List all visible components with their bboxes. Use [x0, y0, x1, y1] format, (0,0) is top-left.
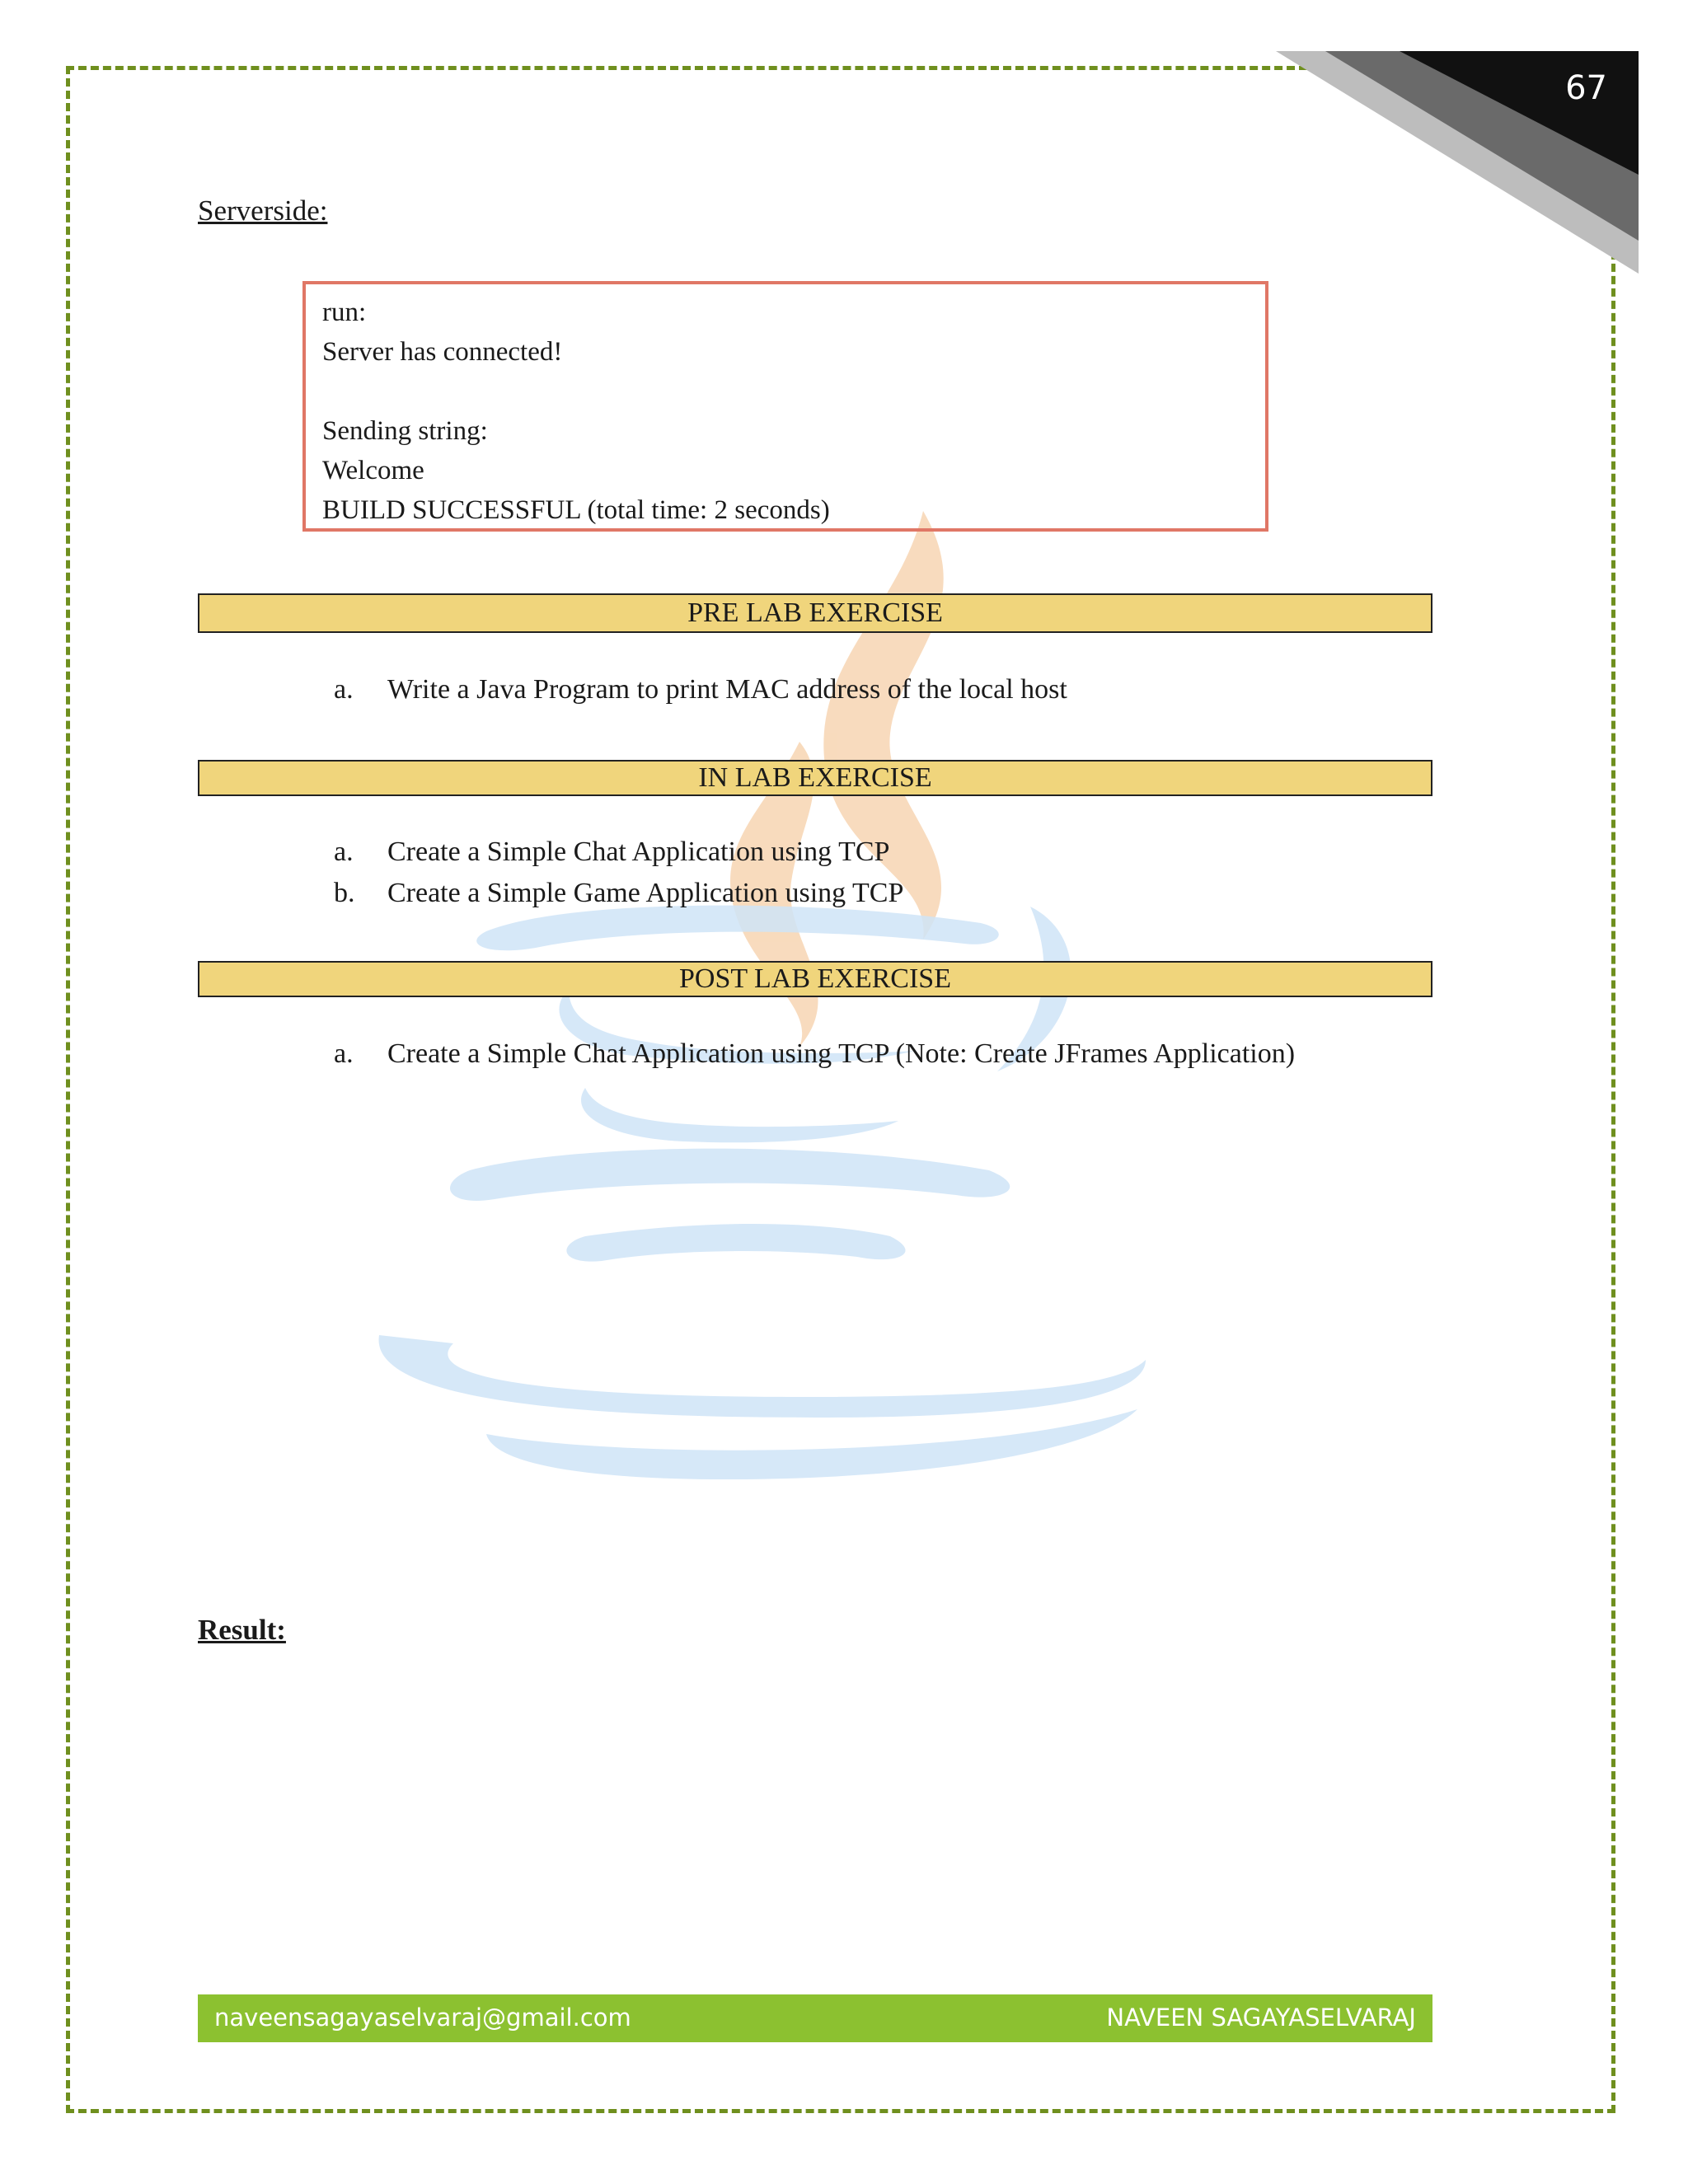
- result-heading: Result:: [198, 1614, 286, 1646]
- pre-lab-header: PRE LAB EXERCISE: [198, 593, 1432, 633]
- item-label: b.: [334, 878, 355, 908]
- item-text: Create a Simple Chat Application using TCP (Note: Create JFrames Application): [387, 1038, 1296, 1069]
- item-text: Create a Simple Chat Application using TCP: [387, 837, 890, 867]
- footer-author: NAVEEN SAGAYASELVARAJ: [1106, 2004, 1416, 2032]
- output-line: Server has connected!: [322, 337, 563, 367]
- output-line: run:: [322, 298, 367, 327]
- page-number: 67: [1565, 69, 1607, 107]
- footer-email: naveensagayaselvaraj@gmail.com: [214, 2004, 631, 2032]
- item-label: a.: [334, 674, 354, 705]
- item-label: a.: [334, 837, 354, 867]
- output-line: BUILD SUCCESSFUL (total time: 2 seconds): [322, 495, 830, 525]
- in-lab-header: IN LAB EXERCISE: [198, 760, 1432, 796]
- pre-lab-item: [198, 674, 1067, 705]
- in-lab-item: [198, 837, 889, 868]
- page-footer: [198, 1994, 1432, 2042]
- post-lab-item: [198, 1038, 1295, 1070]
- program-output-box: [302, 281, 1268, 532]
- item-label: a.: [334, 1038, 354, 1069]
- post-lab-header: POST LAB EXERCISE: [198, 961, 1432, 997]
- item-text: Write a Java Program to print MAC address of the local host: [387, 674, 1067, 705]
- serverside-heading: Serverside:: [198, 194, 328, 227]
- output-line: Welcome: [322, 456, 424, 485]
- output-line: Sending string:: [322, 416, 488, 446]
- in-lab-item: [198, 878, 903, 909]
- item-text: Create a Simple Game Application using TCP: [387, 878, 904, 908]
- output-line: [322, 372, 1249, 411]
